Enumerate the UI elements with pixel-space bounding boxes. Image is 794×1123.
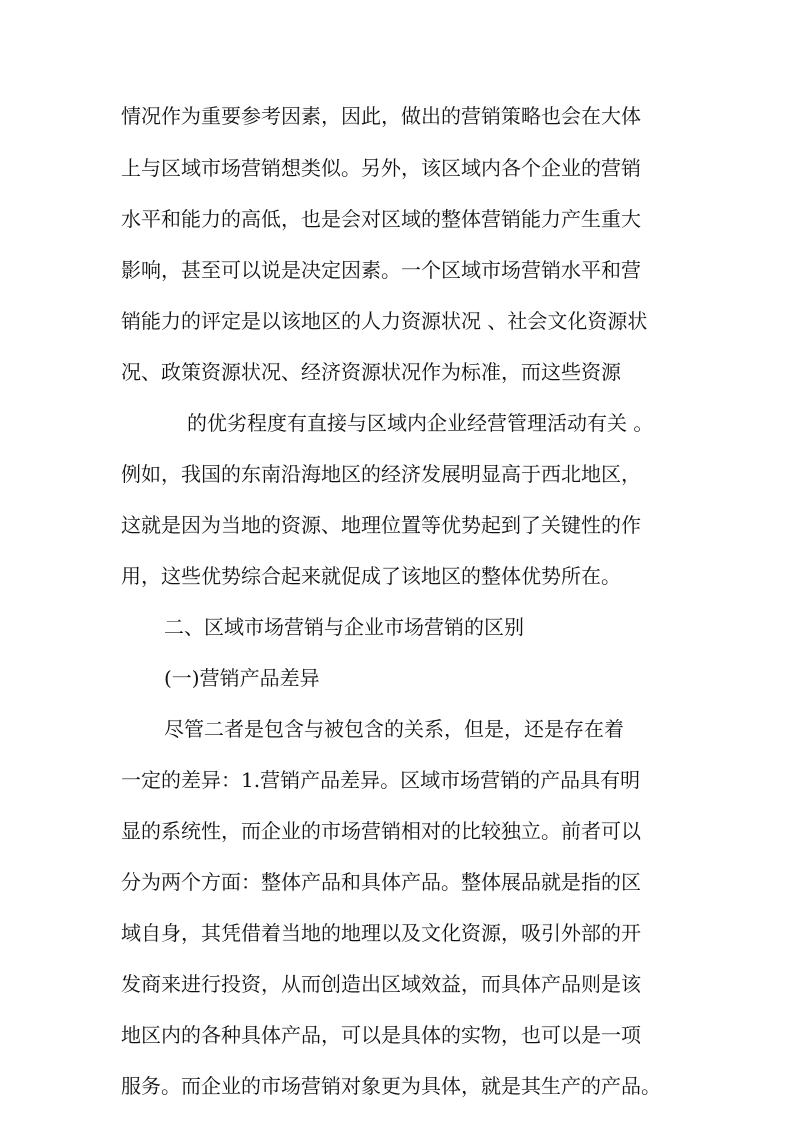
- body-text-line: 情况作为重要参考因素，因此，做出的营销策略也会在大体: [121, 104, 641, 128]
- section-heading: 二、区域市场营销与企业市场营销的区别: [164, 615, 524, 639]
- body-text-line: 尽管二者是包含与被包含的关系，但是，还是存在着: [164, 717, 624, 741]
- body-text-line: 上与区域市场营销想类似。另外，该区域内各个企业的营销: [121, 156, 641, 180]
- body-text-line: 用，这些优势综合起来就促成了该地区的整体优势所在。: [121, 564, 621, 588]
- body-text-line: 域自身，其凭借着当地的地理以及文化资源，吸引外部的开: [121, 921, 641, 945]
- body-text-line: 例如，我国的东南沿海地区的经济发展明显高于西北地区，: [121, 462, 641, 486]
- body-text-line: 水平和能力的高低，也是会对区域的整体营销能力产生重大: [121, 207, 641, 231]
- body-text-line: 况、政策资源状况、经济资源状况作为标准，而这些资源: [121, 360, 621, 384]
- body-text-line: 地区内的各种具体产品，可以是具体的实物，也可以是一项: [121, 1023, 641, 1047]
- body-text-line: 服务。而企业的市场营销对象更为具体，就是其生产的产品。: [121, 1074, 661, 1098]
- body-text-line: 销能力的评定是以该地区的人力资源状况 、社会文化资源状: [121, 309, 648, 333]
- body-text-line: 一定的差异：1.营销产品差异。区域市场营销的产品具有明: [121, 768, 641, 792]
- body-text-line: 显的系统性，而企业的市场营销相对的比较独立。前者可以: [121, 819, 641, 843]
- body-text-line: 这就是因为当地的资源、地理位置等优势起到了关键性的作: [121, 513, 641, 537]
- body-text-line: 的优劣程度有直接与区域内企业经营管理活动有关 。: [187, 411, 654, 435]
- body-text-line: 发商来进行投资，从而创造出区域效益，而具体产品则是该: [121, 972, 641, 996]
- body-text-line: 影响，甚至可以说是决定因素。一个区域市场营销水平和营: [121, 258, 641, 282]
- subsection-heading: (一)营销产品差异: [164, 666, 320, 690]
- body-text-line: 分为两个方面：整体产品和具体产品。整体展品就是指的区: [121, 870, 641, 894]
